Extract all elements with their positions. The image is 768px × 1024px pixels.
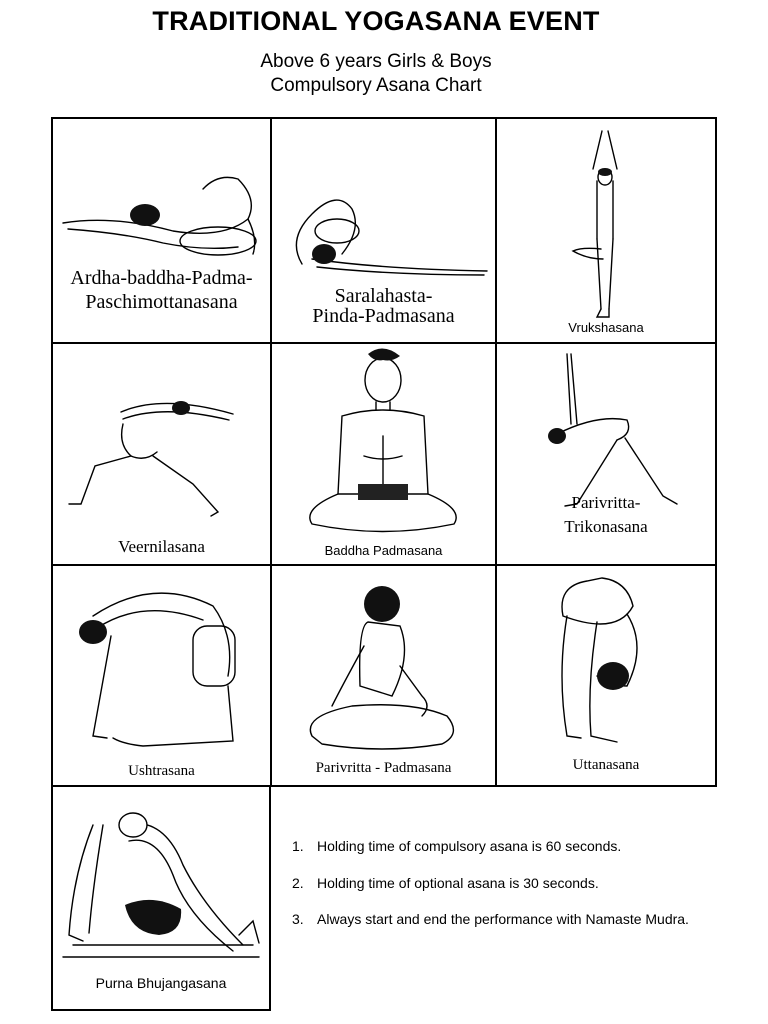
asana-name: Vrukshasana: [568, 320, 644, 335]
asana-name: Parivritta-: [571, 493, 641, 512]
list-number: 1.: [292, 838, 304, 854]
twisted-lotus-figure-icon: [272, 566, 495, 785]
list-item: [292, 911, 752, 948]
list-item: [292, 875, 752, 912]
asana-name: Purna Bhujangasana: [95, 975, 227, 991]
page-title: TRADITIONAL YOGASANA EVENT: [152, 6, 600, 36]
camel-pose-figure-icon: [53, 566, 270, 785]
asana-card-ushtrasana: [53, 566, 270, 785]
asana-card-ardha-baddha-padma-paschimottanasana: [53, 119, 270, 342]
list-number: 3.: [292, 911, 304, 927]
asana-card-baddha-padmasana: [272, 344, 495, 564]
asana-name: Veernilasana: [118, 537, 205, 556]
asana-name: Ardha-baddha-Padma-: [70, 267, 253, 289]
asana-name: Saralahasta-: [334, 285, 433, 307]
asana-name-continued: Pinda-Padmasana: [312, 305, 455, 327]
asana-name-continued: Paschimottanasana: [85, 291, 238, 313]
asana-card-uttanasana: [497, 566, 715, 785]
asana-name-continued: Trikonasana: [564, 517, 648, 536]
standing-forward-bend-figure-icon: [497, 566, 715, 785]
page-subtitle: Above 6 years Girls & Boys: [260, 51, 492, 72]
asana-card-saralahasta-pinda-padmasana: [272, 119, 495, 342]
rules-list: [292, 838, 752, 948]
asana-name: Ushtrasana: [128, 763, 195, 779]
asana-grid: [51, 117, 717, 787]
seated-lotus-figure-icon: [272, 344, 495, 564]
tree-pose-figure-icon: [497, 119, 715, 342]
asana-card-purna-bhujangasana: [51, 785, 271, 1011]
list-text: Holding time of optional asana is 30 seconds.: [317, 874, 599, 891]
list-text: Holding time of compulsory asana is 60 seconds.: [317, 838, 622, 854]
asana-card-parivritta-trikonasana: [497, 344, 715, 564]
asana-name: Baddha Padmasana: [324, 543, 443, 558]
full-cobra-figure-icon: [53, 785, 269, 973]
asana-card-veernilasana: [53, 344, 270, 564]
list-text: Always start and end the performance with Namaste Mudra.: [317, 911, 689, 927]
chart-subtitle: Compulsory Asana Chart: [270, 75, 482, 96]
asana-card-parivritta-padmasana: [272, 566, 495, 785]
backbend-lunge-figure-icon: [53, 344, 270, 564]
asana-card-vrukshasana: [497, 119, 715, 342]
asana-name: Parivritta - Padmasana: [315, 760, 452, 776]
list-number: 2.: [292, 874, 304, 891]
asana-name: Uttanasana: [572, 757, 640, 773]
list-item: [292, 838, 752, 875]
